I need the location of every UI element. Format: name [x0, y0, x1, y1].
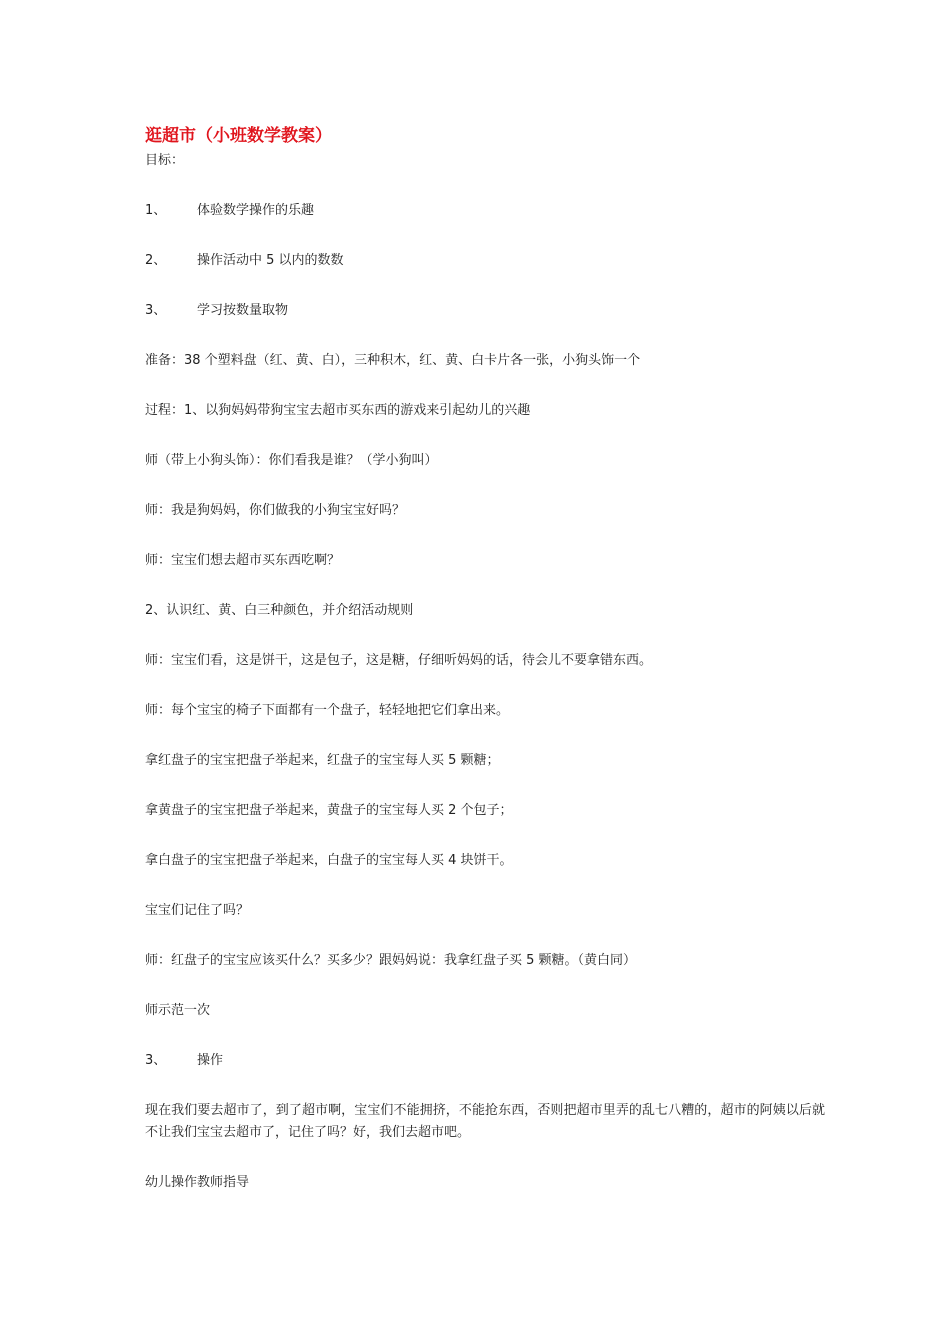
goal-text: 学习按数量取物: [197, 303, 289, 318]
spacer: [145, 972, 825, 1000]
step-3-heading: [145, 1050, 825, 1072]
spacer: [145, 1144, 825, 1172]
spacer: [145, 372, 825, 400]
process-paragraph: 师示范一次: [145, 1003, 211, 1018]
spacer: [145, 472, 825, 500]
spacer: [145, 1072, 825, 1100]
step-number: 3、: [145, 1053, 167, 1068]
spacer: [145, 1022, 825, 1050]
process-paragraph: 拿黄盘子的宝宝把盘子举起来，黄盘子的宝宝每人买 2 个包子；: [145, 803, 513, 818]
process-paragraph: 师：宝宝们看，这是饼干，这是包子，这是糖，仔细听妈妈的话，待会儿不要拿错东西。: [145, 653, 653, 668]
process-paragraph: 师（带上小狗头饰）：你们看我是谁？（学小狗叫）: [145, 453, 438, 468]
process-paragraph: 拿白盘子的宝宝把盘子举起来，白盘子的宝宝每人买 4 块饼干。: [145, 853, 513, 868]
spacer: [145, 922, 825, 950]
goal-number: 2、: [145, 253, 167, 268]
goal-text: 体验数学操作的乐趣: [197, 203, 315, 218]
spacer: [145, 322, 825, 350]
goal-text: 操作活动中 5 以内的数数: [197, 253, 344, 268]
spacer: [145, 772, 825, 800]
process-paragraph: 过程：1、以狗妈妈带狗宝宝去超市买东西的游戏来引起幼儿的兴趣: [145, 403, 531, 418]
spacer: [145, 422, 825, 450]
process-paragraph: 2、认识红、黄、白三种颜色，并介绍活动规则: [145, 603, 414, 618]
spacer: [145, 172, 825, 200]
goal-number: 1、: [145, 203, 167, 218]
spacer: [145, 222, 825, 250]
spacer: [145, 672, 825, 700]
final-paragraph: 幼儿操作教师指导: [145, 1175, 250, 1190]
spacer: [145, 822, 825, 850]
process-paragraph: 师：宝宝们想去超市买东西吃啊？: [145, 553, 341, 568]
goal-item-1: [145, 200, 825, 222]
closing-paragraph: 现在我们要去超市了，到了超市啊，宝宝们不能拥挤，不能抢东西，否则把超市里弄的乱七八糟的，超市的阿姨以后就不让我们宝宝去超市了，记住了吗？好，我们去超市吧。: [145, 1103, 825, 1140]
spacer: [145, 722, 825, 750]
process-paragraph: 师：红盘子的宝宝应该买什么？买多少？跟妈妈说：我拿红盘子买 5 颗糖。（黄白同）: [145, 953, 637, 968]
preparation-paragraph: 准备：38 个塑料盘（红、黄、白），三种积木，红、黄、白卡片各一张，小狗头饰一个: [145, 353, 641, 368]
goals-label: 目标：: [145, 153, 185, 168]
goal-number: 3、: [145, 303, 167, 318]
spacer: [145, 522, 825, 550]
spacer: [145, 622, 825, 650]
document-page: [145, 122, 825, 1194]
process-paragraph: 拿红盘子的宝宝把盘子举起来，红盘子的宝宝每人买 5 颗糖；: [145, 753, 500, 768]
spacer: [145, 572, 825, 600]
process-paragraph: 师：我是狗妈妈，你们做我的小狗宝宝好吗？: [145, 503, 406, 518]
goal-item-2: [145, 250, 825, 272]
process-paragraph: 宝宝们记住了吗？: [145, 903, 250, 918]
process-paragraph: 师：每个宝宝的椅子下面都有一个盘子，轻轻地把它们拿出来。: [145, 703, 510, 718]
goal-item-3: [145, 300, 825, 322]
document-title: 逛超市（小班数学教案）: [145, 126, 332, 146]
spacer: [145, 872, 825, 900]
spacer: [145, 272, 825, 300]
step-text: 操作: [197, 1053, 224, 1068]
